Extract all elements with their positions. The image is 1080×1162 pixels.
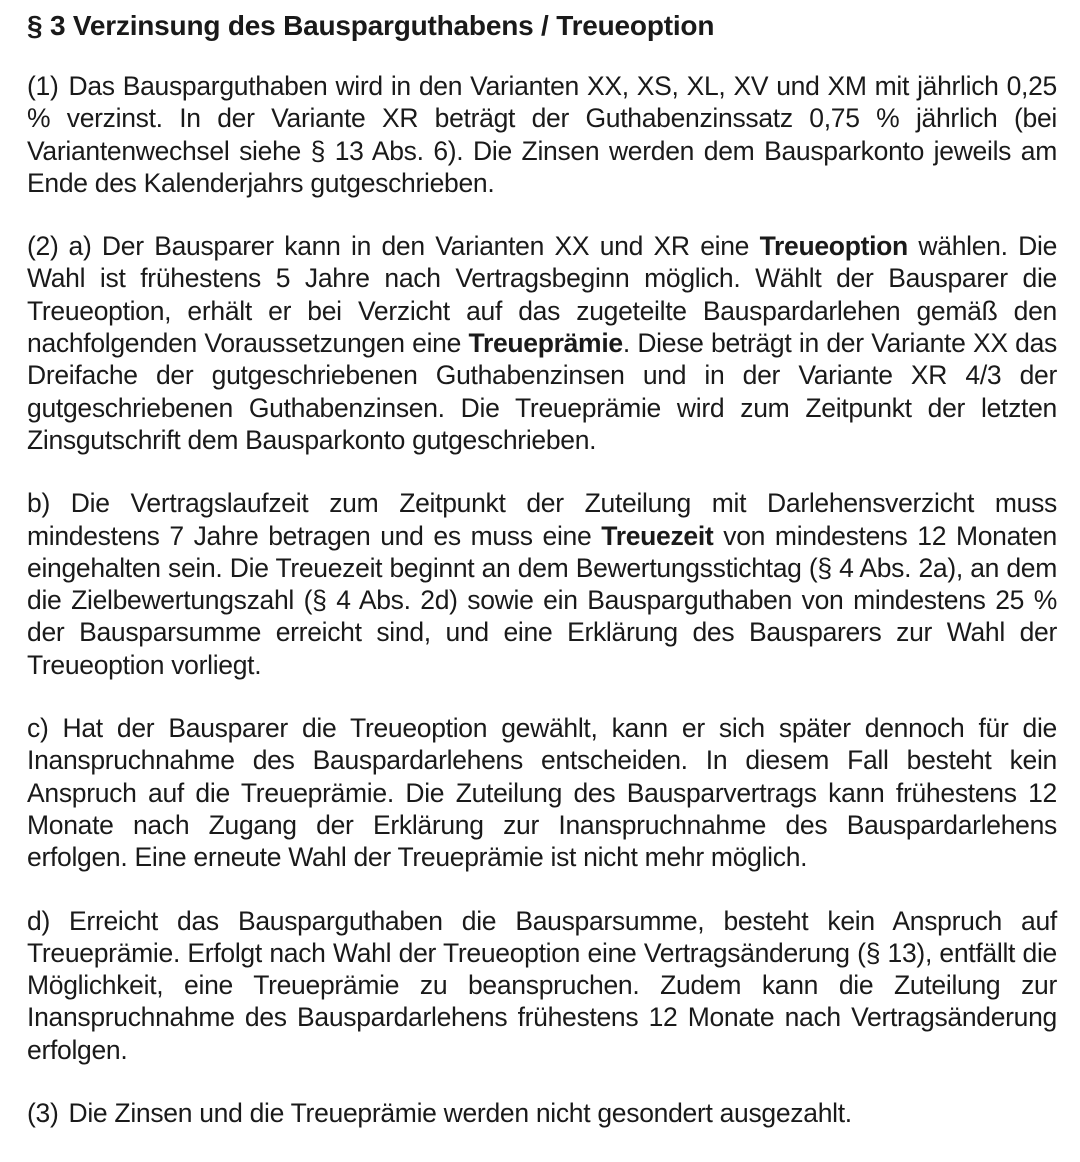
term-treueoption: Treueoption [759,231,908,262]
paragraph-3-text: Die Zinsen und die Treueprämie werden nicht gesondert ausgezahlt. [68,1098,852,1129]
paragraph-2c [27,712,1057,873]
paragraph-2b-text-2: von mindestens 12 Monaten eingehalten sein. Die Treuezeit beginnt an dem Bewertungsstichtag (§ 4 Abs. 2a), an dem die Zielbewertungszahl (§ 4 Abs. 2d) sowie ein Bausparguthaben von mindestens 25 % der Bausparsumme erreicht sind, und eine Erklärung des Bausparers zur Wahl der Treueoption vorliegt. [27,520,1057,680]
term-treuepraemie: Treueprämie [468,328,623,359]
paragraph-2c-text: c) Hat der Bausparer die Treueoption gewählt, kann er sich später dennoch für die Inanspruchnahme des Bauspardarlehens entscheiden. In diesem Fall besteht kein Anspruch auf die Treueprämie. Die Zuteilung des Bausparvertrags kann frühestens 12 Monate nach Zugang der Erklärung zur Inanspruchnahme des Bauspardarlehens erfolgen. Eine erneute Wahl der Treueprämie ist nicht mehr möglich. [27,713,1057,873]
paragraph-1 [27,70,1057,199]
paragraph-2a-text-2: wählen. Die Wahl ist frühestens 5 Jahre nach Vertragsbeginn möglich. Wählt der Bausparer die Treueoption, erhält er bei Verzicht auf das zugeteilte Bauspardarlehen gemäß den nachfolgenden Voraussetzungen eine [27,231,1058,359]
paragraph-2b [27,487,1057,681]
paragraph-2d-text: d) Erreicht das Bausparguthaben die Bausparsumme, besteht kein Anspruch auf Treueprämie. Erfolgt nach Wahl der Treueoption eine Vertragsänderung (§ 13), entfällt die Möglichkeit, eine Treueprämie zu beanspruchen. Zudem kann die Zuteilung zur Inanspruchnahme des Bauspardarlehens frühestens 12 Monate nach Vertragsänderung erfolgen. [27,905,1057,1065]
paragraph-2-number: (2) [27,231,59,262]
term-treuezeit: Treuezeit [601,520,714,551]
paragraph-1-text: Das Bausparguthaben wird in den Varianten XX, XS, XL, XV und XM mit jährlich 0,25 % verzinst. In der Variante XR beträgt der Guthabenzinssatz 0,75 % jährlich (bei Variantenwechsel siehe § 13 Abs. 6). Die Zinsen werden dem Bausparkonto jeweils am Ende des Kalenderjahrs gutgeschrieben. [27,71,1057,198]
paragraph-2b-text-1: b) Die Vertragslaufzeit zum Zeitpunkt der Zuteilung mit Darlehensverzicht muss mindestens 7 Jahre betragen und es muss eine [27,488,1057,551]
section-heading: § 3 Verzinsung des Bausparguthabens / Treueoption [27,10,715,41]
paragraph-2a-text-3: . Diese beträgt in der Variante XX das Dreifache der gutgeschriebenen Guthabenzinsen und in der Variante XR 4/3 der gutgeschriebenen Guthabenzinsen. Die Treueprämie wird zum Zeitpunkt der letzten Zinsgutschrift dem Bausparkonto gutgeschrieben. [27,328,1057,455]
paragraph-3 [27,1097,1057,1129]
paragraph-1-number: (1) [27,71,59,101]
document-page [27,8,1057,1160]
paragraph-2d [27,905,1057,1066]
paragraph-2a-text-1: a) Der Bausparer kann in den Varianten XX und XR eine [68,231,760,262]
paragraph-3-number: (3) [27,1098,59,1129]
paragraph-2a [27,230,1057,456]
